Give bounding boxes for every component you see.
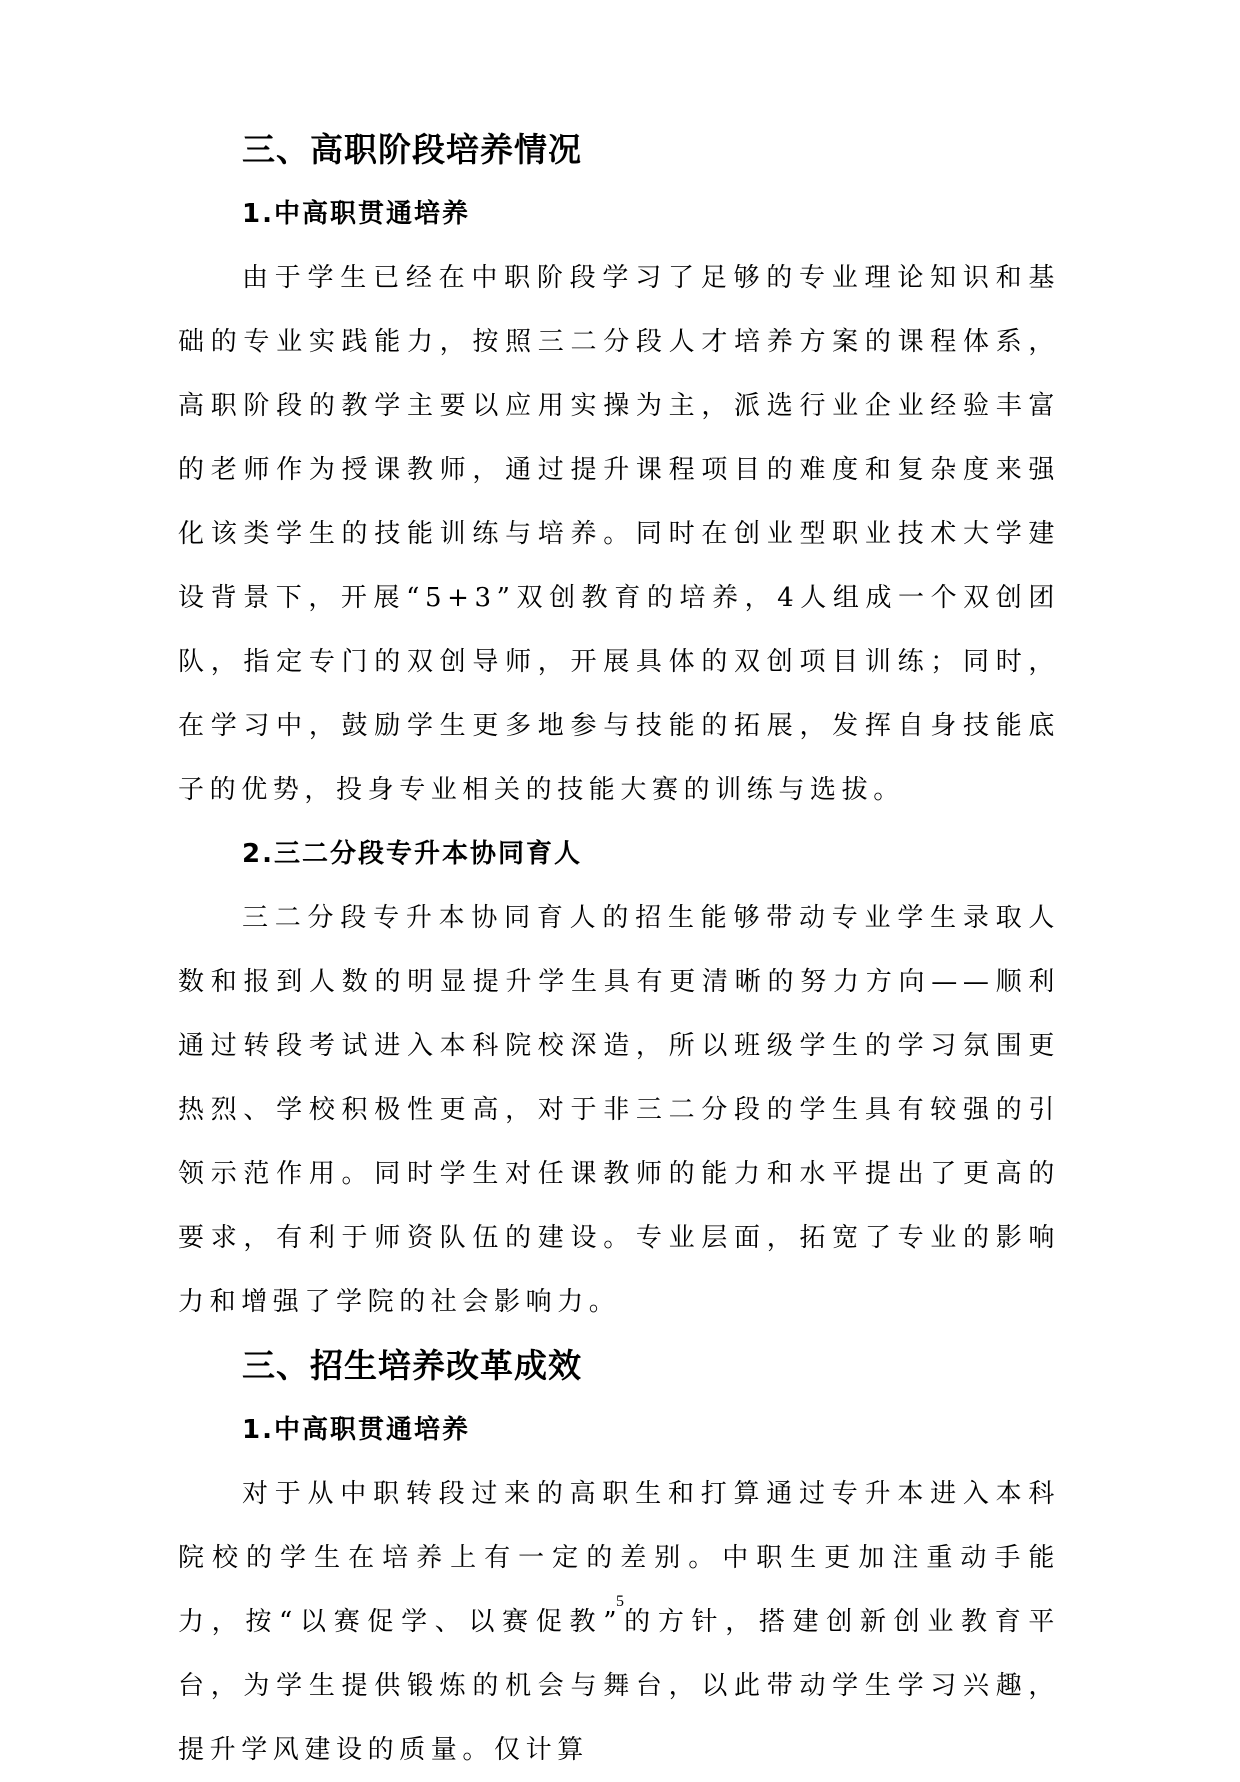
subheading-integrated-training-results: 1.中高职贯通培养 <box>242 1415 470 1445</box>
page-content <box>178 118 1060 1782</box>
page-number: 5 <box>616 1593 624 1610</box>
subheading-integrated-training: 1.中高职贯通培养 <box>242 199 470 229</box>
subheading-collaborative-education: 2.三二分段专升本协同育人 <box>242 839 582 869</box>
section-heading-training-situation: 三、高职阶段培养情况 <box>242 130 582 169</box>
section-heading-reform-results: 三、招生培养改革成效 <box>242 1346 582 1385</box>
paragraph-collaborative-education: 三二分段专升本协同育人的招生能够带动专业学生录取人数和报到人数的明显提升学生具有更清晰的努力方向——顺利通过转段考试进入本科院校深造，所以班级学生的学习氛围更热烈、学校积极性更高，对于非三二分段的学生具有较强的引领示范作用。同时学生对任课教师的能力和水平提出了更高的要求，有利于师资队伍的建设。专业层面，拓宽了专业的影响力和增强了学院的社会影响力。 <box>178 903 1060 1317</box>
paragraph-integrated-training: 由于学生已经在中职阶段学习了足够的专业理论知识和基础的专业实践能力，按照三二分段人才培养方案的课程体系，高职阶段的教学主要以应用实操为主，派选行业企业经验丰富的老师作为授课教师，通过提升课程项目的难度和复杂度来强化该类学生的技能训练与培养。同时在创业型职业技术大学建设背景下，开展“5+3”双创教育的培养，4人组成一个双创团队，指定专门的双创导师，开展具体的双创项目训练；同时，在学习中，鼓励学生更多地参与技能的拓展，发挥自身技能底子的优势，投身专业相关的技能大赛的训练与选拔。 <box>178 263 1060 805</box>
paragraph-integrated-training-results: 对于从中职转段过来的高职生和打算通过专升本进入本科院校的学生在培养上有一定的差别。中职生更加注重动手能力，按“以赛促学、以赛促教”的方针，搭建创新创业教育平台，为学生提供锻炼的机会与舞台，以此带动学生学习兴趣，提升学风建设的质量。仅计算 <box>178 1479 1060 1765</box>
